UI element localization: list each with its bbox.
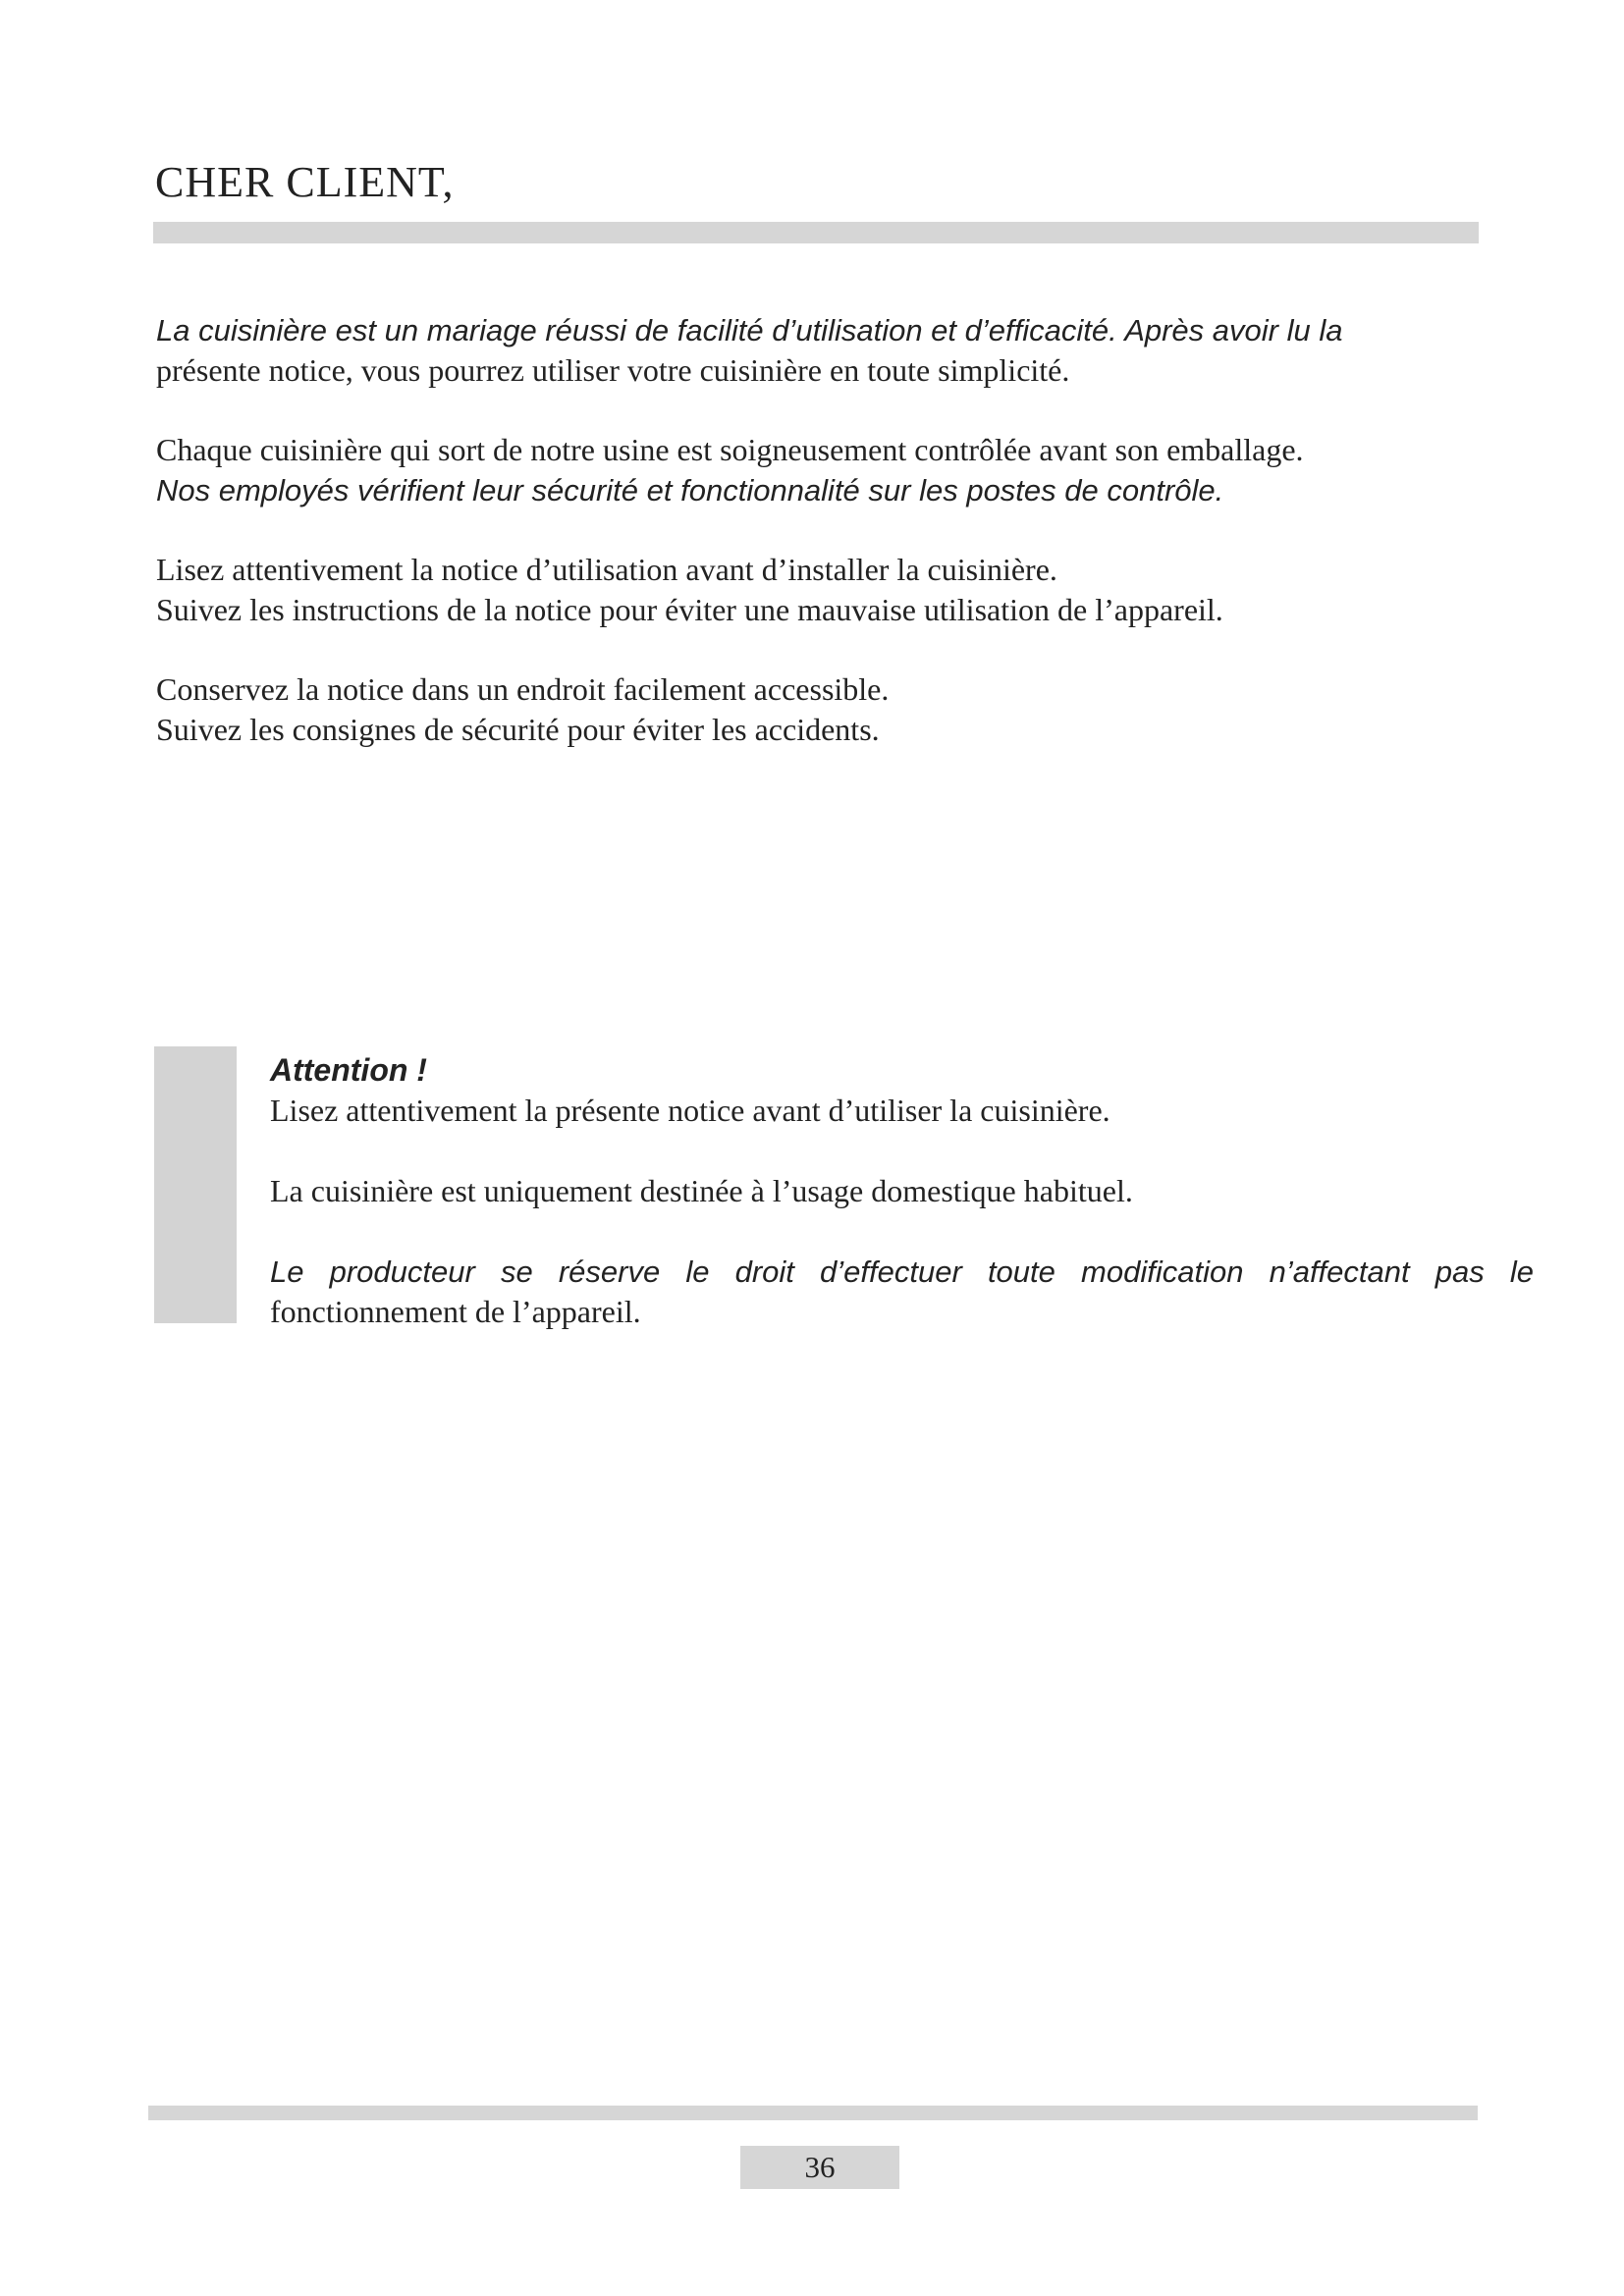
attention-side-bar [154,1046,237,1323]
intro-paragraph-3 [156,550,1491,630]
intro-paragraph-4-line-1: Conservez la notice dans un endroit facilement accessible. [156,671,890,707]
attention-paragraph-1 [270,1050,1534,1131]
attention-line-3b: fonctionnement de l’appareil. [270,1294,641,1329]
intro-paragraph-2 [156,430,1491,510]
intro-section [156,310,1491,789]
attention-heading: Attention ! [270,1052,427,1088]
intro-paragraph-4 [156,669,1491,750]
intro-paragraph-1 [156,310,1491,391]
page-number: 36 [740,2146,899,2189]
title-divider [153,222,1479,243]
attention-paragraph-2 [270,1171,1534,1211]
intro-paragraph-3-line-2: Suivez les instructions de la notice pour éviter une mauvaise utilisation de l’appareil. [156,592,1223,627]
intro-paragraph-1-line-2: présente notice, vous pourrez utiliser votre cuisinière en toute simplicité. [156,352,1070,388]
attention-paragraph-3 [270,1252,1534,1332]
attention-box [270,1050,1534,1372]
intro-paragraph-2-line-2: Nos employés vérifient leur sécurité et fonctionnalité sur les postes de contrôle. [156,473,1224,507]
footer-divider [148,2106,1478,2120]
page-title: CHER CLIENT, [155,158,455,206]
attention-line-2: La cuisinière est uniquement destinée à l’usage domestique habituel. [270,1173,1133,1208]
intro-paragraph-2-line-1: Chaque cuisinière qui sort de notre usine est soigneusement contrôlée avant son emballage. [156,432,1304,467]
intro-paragraph-4-line-2: Suivez les consignes de sécurité pour éviter les accidents. [156,712,880,747]
attention-line-3a: Le producteur se réserve le droit d’effectuer toute modification n’affectant pas le [270,1255,1534,1289]
intro-paragraph-3-line-1: Lisez attentivement la notice d’utilisation avant d’installer la cuisinière. [156,552,1057,587]
attention-line-1: Lisez attentivement la présente notice avant d’utiliser la cuisinière. [270,1093,1110,1128]
intro-paragraph-1-line-1: La cuisinière est un mariage réussi de facilité d’utilisation et d’efficacité. Après avoir lu la [156,313,1343,347]
